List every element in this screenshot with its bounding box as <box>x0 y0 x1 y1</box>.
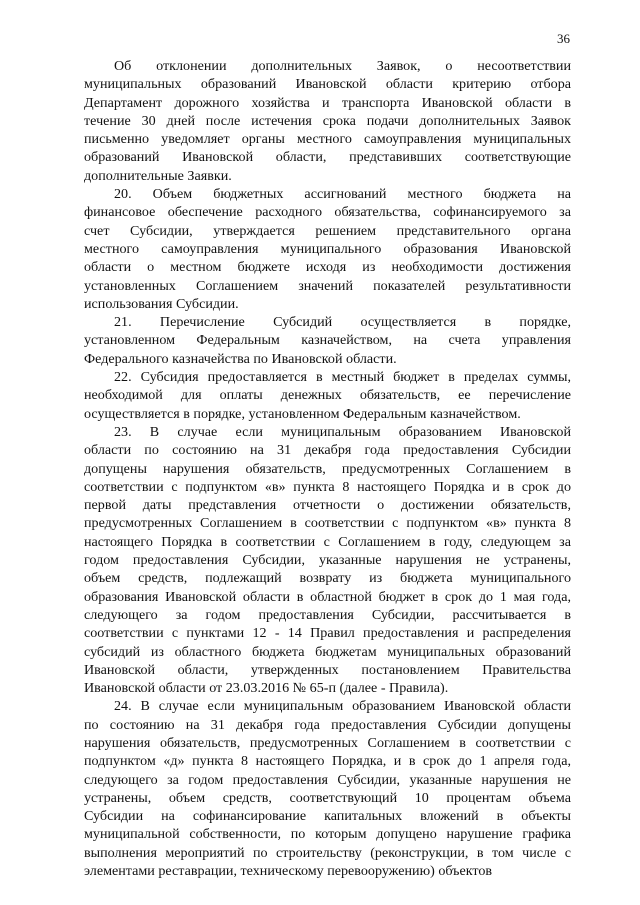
text-line: 22. Субсидия предоставляется в местный бюджет в пределах суммы, <box>114 369 571 386</box>
text-line: Об отклонении дополнительных Заявок, о несоответствии <box>114 58 571 74</box>
text-line: по состоянию на 31 декабря года предоставления Субсидии допущены <box>84 716 571 733</box>
paragraph <box>84 697 571 880</box>
text-line: Федерального казначейства по Ивановской области. <box>84 350 397 367</box>
text-line: устранены, объем средств, соответствующий 10 процентам объема <box>84 789 571 806</box>
text-line: образований Ивановской области, представивших соответствующие <box>84 149 571 166</box>
text-line: соответствии с пунктами 12 - 14 Правил предоставления и распределения <box>84 625 571 642</box>
paragraph <box>84 313 571 368</box>
text-line: течение 30 дней после истечения срока подачи дополнительных Заявок <box>84 112 571 129</box>
text-line: письменно уведомляет органы местного самоуправления муниципальных <box>84 131 571 148</box>
text-line: дополнительные Заявки. <box>84 167 232 184</box>
text-line: объем средств, подлежащий возврату из бюджета муниципального <box>84 570 571 587</box>
text-line: выполнения мероприятий по строительству (реконструкции, в том числе с <box>84 844 571 861</box>
text-line: муниципальных образований Ивановской области критерию отбора <box>84 76 571 93</box>
paragraph <box>84 57 571 185</box>
text-line: Ивановской области, утвержденных постановлением Правительства <box>84 661 571 678</box>
text-line: 23. В случае если муниципальным образованием Ивановской <box>114 423 571 440</box>
text-line: установленном Федеральным казначейством, на счета управления <box>84 332 571 349</box>
paragraph <box>84 368 571 423</box>
text-line: 20. Объем бюджетных ассигнований местного бюджета на <box>114 186 571 203</box>
text-line: годом предоставления Субсидии, указанные нарушения не устранены, <box>84 552 571 569</box>
text-line: области по состоянию на 31 декабря года предоставления Субсидии <box>84 442 571 459</box>
text-line: местного самоуправления муниципального образования Ивановской <box>84 240 571 257</box>
text-line: следующего за годом предоставления Субсидии, рассчитывается в <box>84 606 571 623</box>
text-line: субсидий из областного бюджета бюджетам муниципальных образований <box>84 643 571 660</box>
text-line: области о местном бюджете исходя из необходимости достижения <box>84 259 571 276</box>
text-line: следующего за годом предоставления Субсидии, указанные нарушения не <box>84 771 571 788</box>
text-line: настоящего Порядка в соответствии с Соглашением в году, следующем за <box>84 533 571 550</box>
text-line: необходимой для оплаты денежных обязательств, ее перечисление <box>84 387 571 404</box>
text-line: нарушения обязательств, предусмотренных Соглашением в соответствии с <box>84 734 571 751</box>
text-line: Департамент дорожного хозяйства и транспорта Ивановской области в <box>84 94 571 111</box>
text-line: соответствии с подпунктом «в» пункта 8 настоящего Порядка и в срок до <box>84 478 571 495</box>
text-line: Ивановской области от 23.03.2016 № 65-п (далее - Правила). <box>84 680 449 697</box>
text-line: Субсидии на софинансирование капитальных вложений в объекты <box>84 808 571 825</box>
text-line: счет Субсидии, утверждается решением представительного органа <box>84 222 571 239</box>
page-number: 36 <box>557 31 570 46</box>
text-line: 21. Перечисление Субсидий осуществляется в порядке, <box>114 314 571 331</box>
text-line: установленных Соглашением значений показателей результативности <box>84 277 571 294</box>
text-line: 24. В случае если муниципальным образованием Ивановской области <box>114 698 571 715</box>
text-line: допущены нарушения обязательств, предусмотренных Соглашением в <box>84 460 571 477</box>
text-line: элементами реставрации, техническому перевооружению) объектов <box>84 863 493 880</box>
document-body <box>84 57 571 880</box>
paragraph <box>84 185 571 313</box>
text-line: подпунктом «д» пункта 8 настоящего Порядка, и в срок до 1 апреля года, <box>84 753 571 770</box>
text-line: муниципальной собственности, по которым допущено нарушение графика <box>84 826 571 843</box>
text-line: финансовое обеспечение расходного обязательства, софинансируемого за <box>84 204 571 221</box>
paragraph <box>84 423 571 697</box>
text-line: первой даты представления отчетности о достижении обязательств, <box>84 497 571 514</box>
text-line: использования Субсидии. <box>84 295 239 312</box>
text-line: образования Ивановской области в областной бюджет в срок до 1 мая года, <box>84 588 571 605</box>
text-line: предусмотренных Соглашением в соответствии с подпунктом «в» пункта 8 <box>84 515 571 532</box>
text-line: осуществляется в порядке, установленном Федеральным казначейством. <box>84 405 521 422</box>
